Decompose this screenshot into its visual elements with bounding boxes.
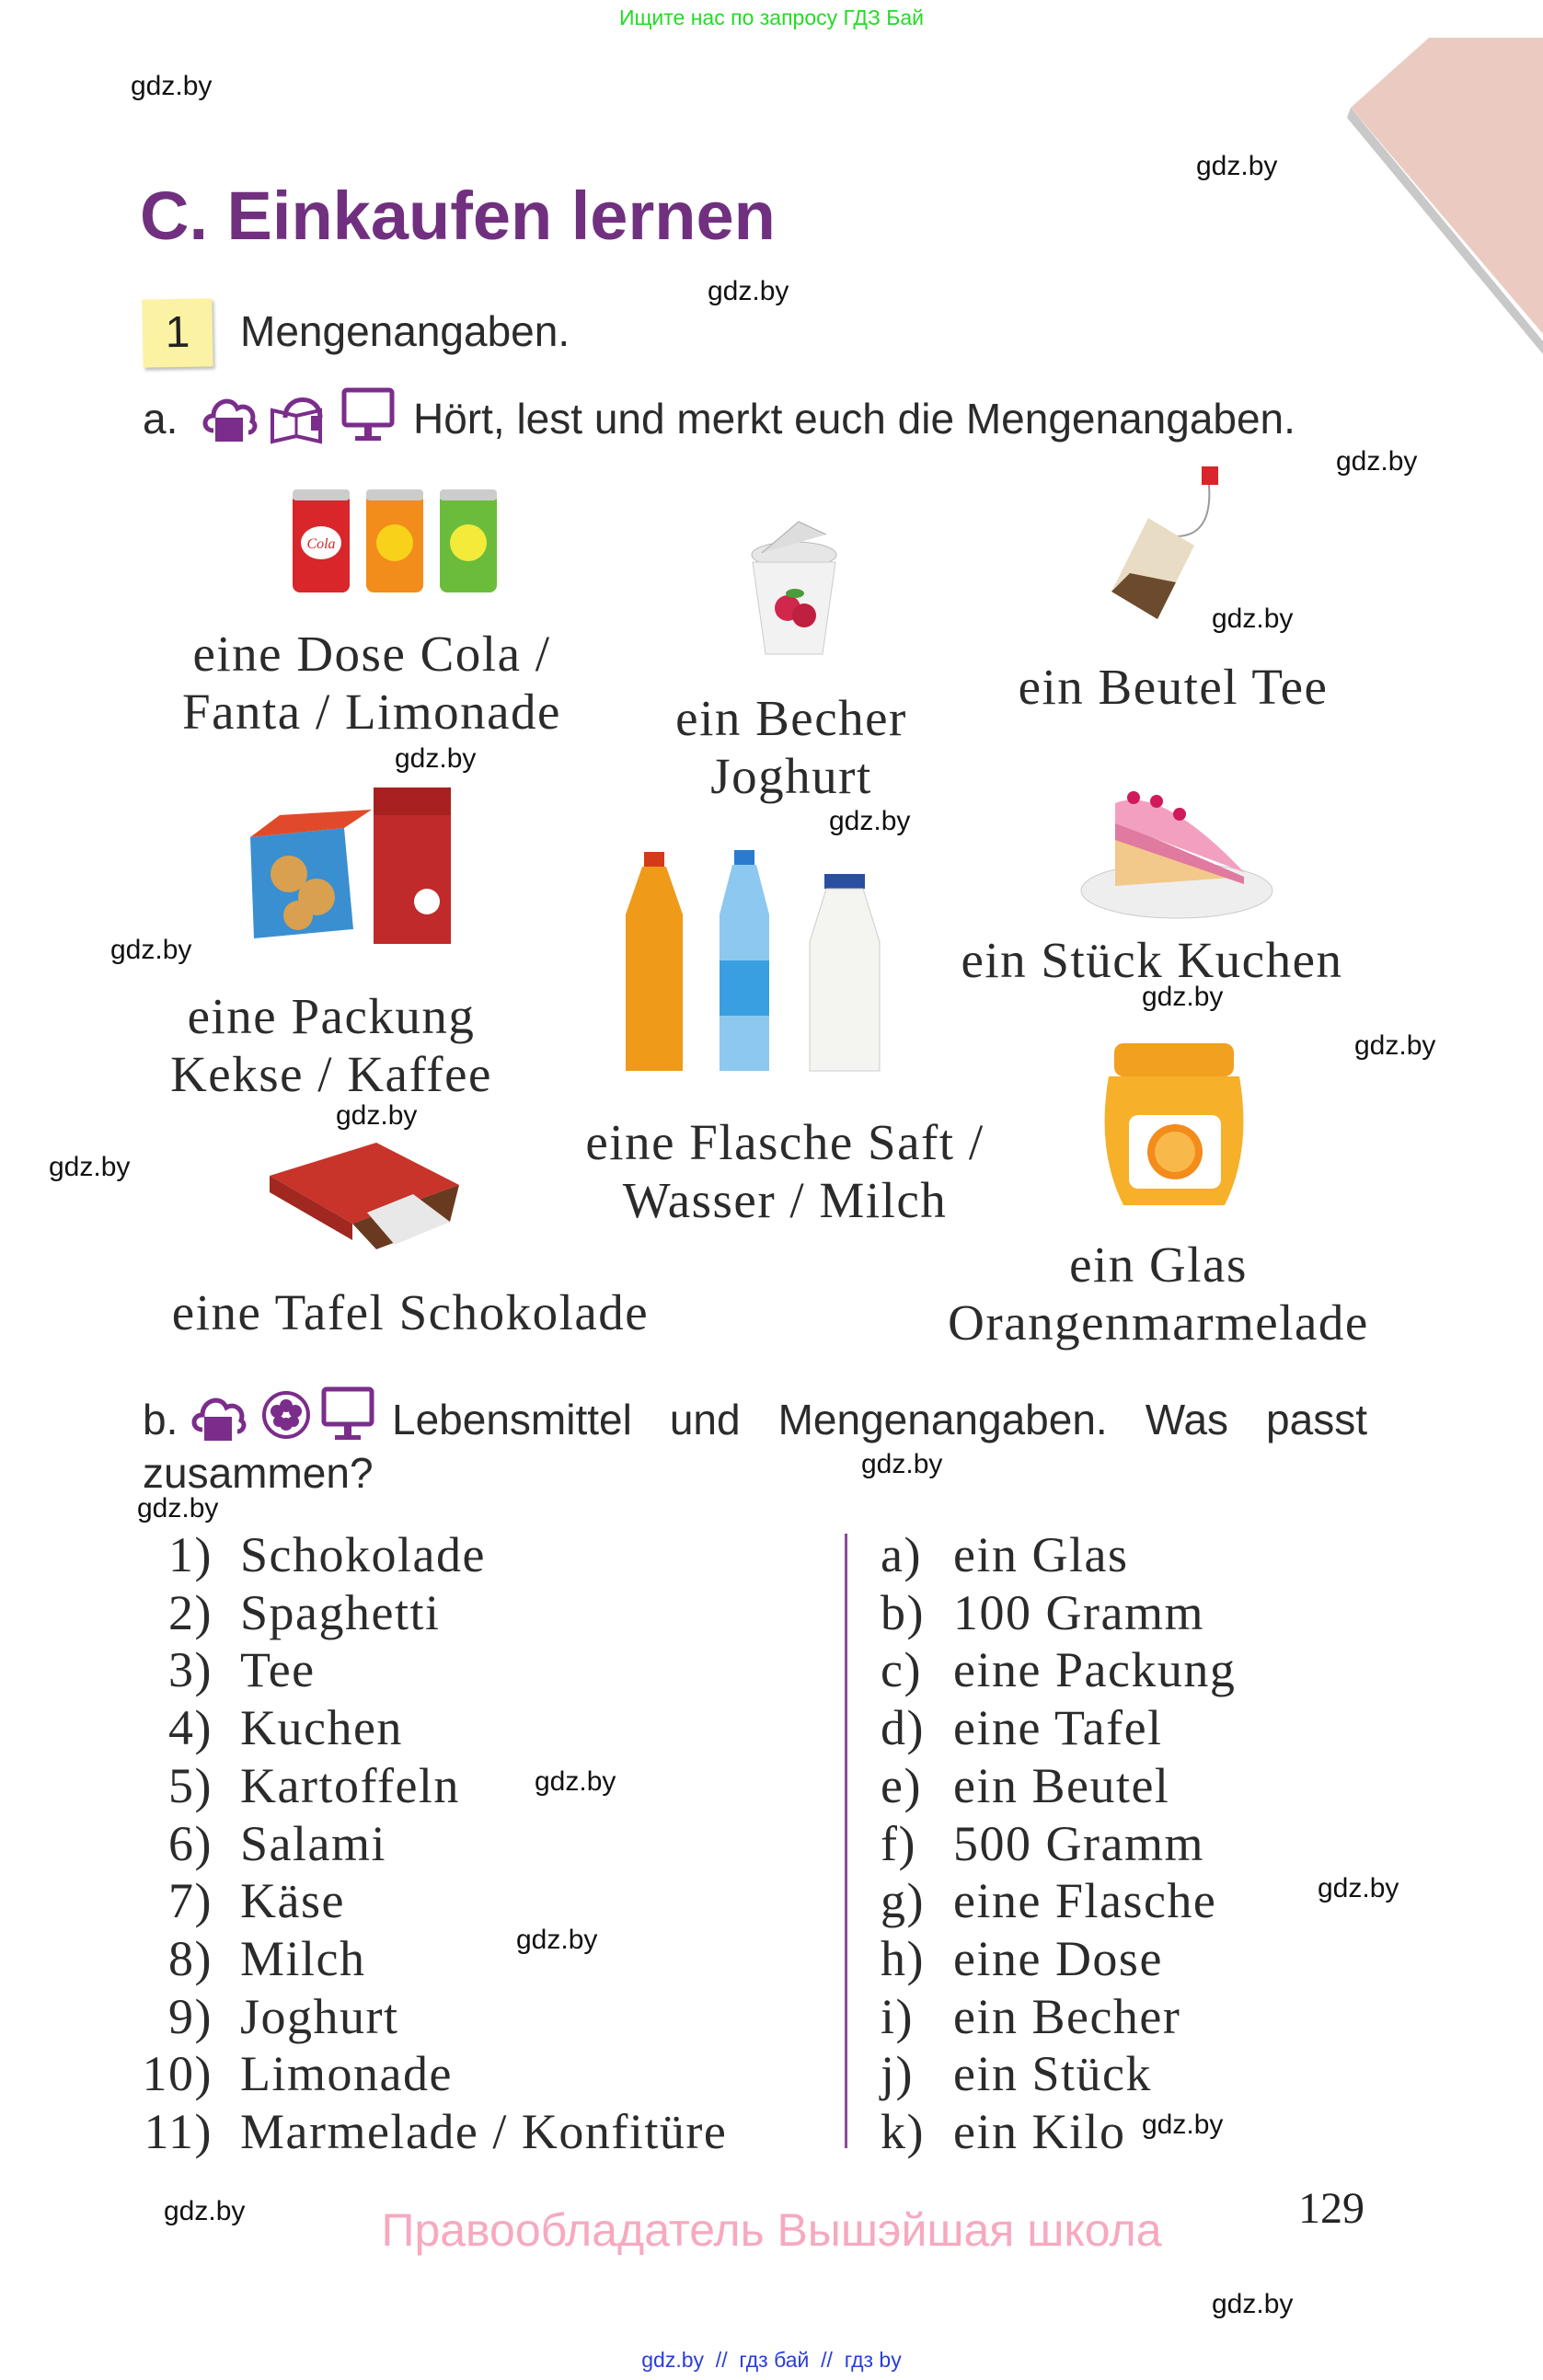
cookies-coffee-image (243, 782, 455, 949)
watermark: gdz.by (336, 1100, 418, 1131)
part-b-label: b. (143, 1396, 178, 1443)
item-letter: g) (881, 1873, 925, 1929)
section-title: C. Einkaufen lernen (140, 178, 776, 254)
watermark: gdz.by (1212, 2289, 1294, 2319)
watermark: gdz.by (535, 1766, 616, 1797)
exercise-number-badge: 1 (142, 298, 213, 367)
food-name: Joghurt (240, 1988, 399, 2044)
watermark: gdz.by (110, 935, 192, 965)
part-a-label: a. (143, 395, 178, 443)
watermark: gdz.by (131, 71, 213, 101)
caption-line: eine Tafel Schokolade (171, 1284, 650, 1340)
watermark: gdz.by (137, 1493, 219, 1523)
item-number: 8) (168, 1930, 213, 1986)
watermark: gdz.by (829, 806, 911, 836)
food-name: Spaghetti (240, 1584, 441, 1640)
exercise-title: Mengenangaben. (240, 307, 570, 355)
column-divider (845, 1534, 847, 2148)
item-letter: i) (881, 1988, 914, 2044)
caption-yogurt (675, 689, 907, 805)
caption-line: eine Dose Cola / (192, 626, 551, 682)
bottom-banner[interactable]: gdz.by // гдз бай // гдз by (641, 2348, 902, 2372)
watermark: gdz.by (1318, 1873, 1399, 1903)
caption-cans (182, 625, 561, 741)
cloud-folder-icon (190, 1389, 248, 1444)
item-letter: a) (881, 1527, 922, 1582)
item-letter: j) (881, 2046, 914, 2102)
food-name: Kuchen (240, 1700, 403, 1756)
item-letter: k) (881, 2104, 925, 2159)
quantity-text: 100 Gramm (953, 1584, 1204, 1640)
watermark: gdz.by (1142, 982, 1224, 1012)
page-number: 129 (1298, 2184, 1365, 2233)
cake-image (1078, 766, 1275, 923)
watermark: gdz.by (164, 2196, 246, 2226)
quantity-text: ein Stück (953, 2046, 1152, 2102)
food-name: Limonade (240, 2046, 453, 2102)
watermark: gdz.by (395, 743, 477, 774)
yogurt-image (743, 516, 845, 661)
quantity-text: eine Packung (953, 1642, 1237, 1698)
caption-line: Joghurt (710, 748, 872, 804)
watermark: gdz.by (1142, 2110, 1224, 2140)
item-number: 1) (168, 1527, 213, 1582)
caption-line: Kekse / Kaffee (170, 1046, 492, 1102)
watermark: gdz.by (1354, 1030, 1436, 1061)
part-a-instruction: Hört, lest und merkt euch die Mengenangaben. (413, 395, 1295, 443)
food-name: Käse (240, 1873, 345, 1929)
book-headphones-icon (269, 390, 328, 445)
item-letter: c) (881, 1642, 922, 1698)
flower-icon (260, 1389, 312, 1441)
quantity-text: 500 Gramm (953, 1815, 1204, 1871)
item-number: 6) (168, 1815, 213, 1871)
caption-line: eine Flasche Saft / (585, 1114, 985, 1170)
cloud-folder-icon (201, 390, 259, 445)
caption-line: Fanta / Limonade (182, 684, 561, 740)
watermark: gdz.by (861, 1449, 943, 1479)
teabag-image (1093, 463, 1230, 623)
caption-chocolate (172, 1283, 649, 1341)
food-name: Marmelade / Konfitüre (240, 2104, 728, 2159)
caption-bottles (585, 1113, 984, 1229)
quantity-text: ein Becher (953, 1988, 1181, 2044)
food-name: Salami (240, 1815, 386, 1871)
food-name: Milch (240, 1930, 366, 1986)
bottles-image (615, 850, 896, 1078)
svg-text:Cola: Cola (306, 536, 336, 552)
food-name: Schokolade (240, 1527, 486, 1582)
food-name: Kartoffeln (240, 1757, 460, 1813)
item-number: 2) (168, 1584, 213, 1640)
corner-decoration (1288, 0, 1543, 386)
chocolate-image (266, 1139, 463, 1252)
item-number: 5) (168, 1757, 213, 1813)
caption-line: ein Stück Kuchen (961, 932, 1343, 988)
quantity-text: eine Flasche (953, 1873, 1217, 1929)
item-number: 4) (168, 1700, 213, 1756)
cans-image (289, 486, 501, 600)
caption-cake (961, 931, 1342, 989)
item-letter: b) (881, 1584, 925, 1640)
jam-jar-image (1096, 1040, 1252, 1214)
watermark: gdz.by (516, 1925, 598, 1955)
caption-line: ein Becher (675, 690, 907, 746)
watermark: gdz.by (1336, 446, 1418, 477)
quantity-text: ein Glas (953, 1527, 1129, 1582)
item-number: 11) (144, 2104, 213, 2159)
quantity-text: ein Beutel (953, 1757, 1170, 1813)
caption-line: ein Beutel Tee (1018, 659, 1329, 715)
caption-jam (948, 1236, 1369, 1351)
item-number: 10) (142, 2046, 213, 2102)
caption-line: Wasser / Milch (622, 1172, 948, 1228)
quantity-text: eine Dose (953, 1930, 1163, 1986)
item-letter: e) (881, 1757, 922, 1813)
item-letter: f) (881, 1815, 916, 1871)
caption-cookies-coffee (170, 987, 492, 1103)
caption-line: eine Packung (187, 988, 476, 1044)
caption-line: ein Glas (1069, 1236, 1248, 1293)
caption-teabag (1019, 658, 1329, 716)
item-number: 9) (168, 1988, 213, 2044)
food-name: Tee (240, 1642, 316, 1698)
item-number: 3) (168, 1642, 213, 1698)
item-letter: h) (881, 1930, 925, 1986)
caption-line: Orangenmarmelade (948, 1294, 1369, 1351)
watermark: gdz.by (1212, 604, 1294, 634)
item-number: 7) (168, 1873, 213, 1929)
watermark: gdz.by (1196, 151, 1278, 181)
watermark: gdz.by (49, 1152, 131, 1182)
quantity-text: eine Tafel (953, 1700, 1163, 1756)
quantity-text: ein Kilo (953, 2104, 1126, 2159)
top-banner[interactable]: Ищите нас по запросу ГДЗ Бай (618, 6, 925, 29)
monitor-icon (340, 386, 396, 443)
item-letter: d) (881, 1700, 925, 1756)
monitor-icon (320, 1385, 375, 1443)
part-b-instruction: Lebensmittel und Mengenangaben. Was passt (392, 1396, 1367, 1443)
copyright-notice: Правообладатель Вышэйшая школа (381, 2204, 1162, 2256)
watermark: gdz.by (708, 276, 789, 306)
part-b-instruction-cont: zusammen? (143, 1449, 374, 1497)
